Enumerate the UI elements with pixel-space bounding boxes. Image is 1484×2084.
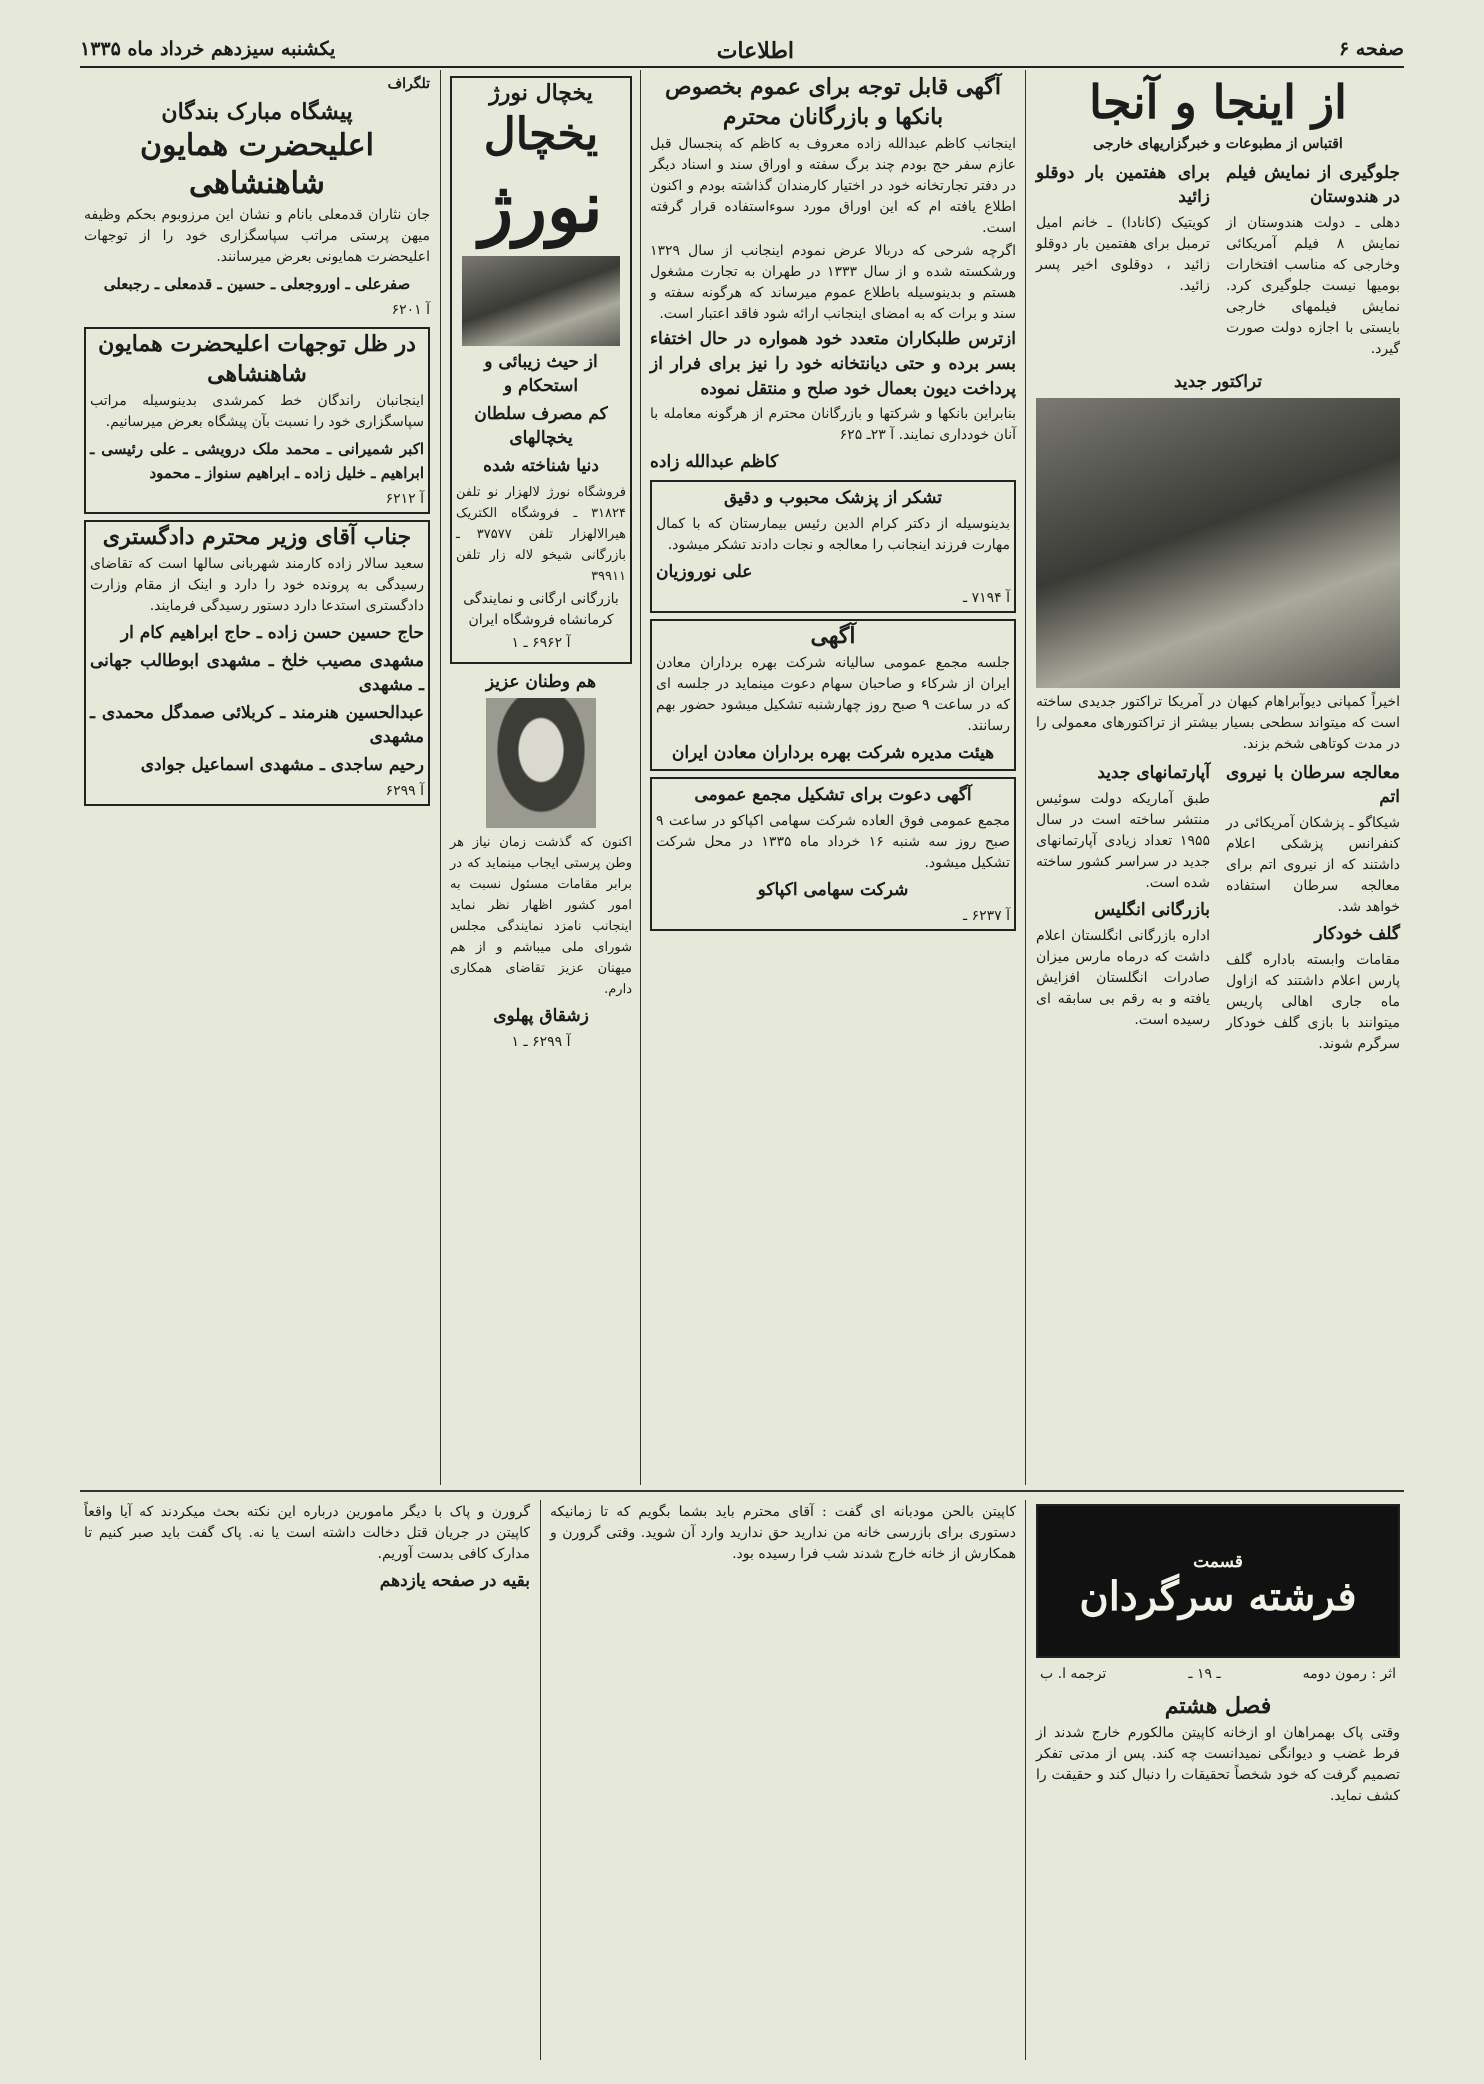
serial-text: کاپیتن بالحن مودبانه ای گفت : آقای محترم باید بشما بگویم که تا زمانیکه دستوری برای بازرسی خانه من ندارید حق ندارید وارد آن شوید. وقتی گرورن و همکارش از خانه خارج شدند شب فرا رسیده بود. [550,1504,1016,1562]
telegram-body: اینجانبان راندگان خط کمرشدی بدینوسیله مراتب سپاسگزاری خود را نسبت بآن پیشگاه بعرض میرسانیم. [90,393,424,430]
telegram-title: پیشگاه مبارک بندگان [161,99,353,125]
telegram-tag: تلگراف [387,76,430,92]
telegram-code: آ ۶۲۰۱ [391,302,430,318]
telegram-title: جناب آقای وزیر محترم دادگستری [102,524,412,550]
telegram-signers: حاج حسین حسن زاده ـ حاج ابراهیم کام ار [120,623,424,643]
column-rule [640,70,641,1485]
general-meeting-notice [650,777,1016,931]
norge-ad [450,76,632,664]
notice-title: بانکها و بازرگانان محترم [722,104,944,130]
news-item-india [1222,157,1404,362]
ad-logo-top: یخچال [483,109,599,160]
newspaper-name: اطلاعات [716,38,794,64]
news-headline: معالجه سرطان با نیروی اتم [1226,763,1400,807]
news-body: اخیراً کمپانی دیوآبراهام کیهان در آمریکا تراکتور جدیدی ساخته است که میتواند سطحی بسیار بیشتر از تراکتورهای معمولی را در مدت کوتاهی شخم بزند. [1036,694,1400,752]
news-headline: برای هفتمین بار دوقلو زائید [1036,163,1210,207]
homeland-title: هم وطنان عزیز [485,672,597,692]
column-telegrams [80,72,434,1482]
ad-signature: شرکت سهامی اکپاکو [757,880,909,900]
telegram-signers: عبدالحسین هنرمند ـ کربلائی صمدگل محمدی ـ مشهدی [90,703,424,747]
column-rule [540,1500,541,2060]
serial-logo-sub: قسمت [1193,1552,1243,1572]
ad-title: تشکر از پزشک محبوب و دقیق [724,488,942,508]
news-item-cancer [1222,757,1404,1057]
column-refrigerator-ad [446,72,636,1482]
news-body: مقامات وابسته باداره گلف پارس اعلام داشتند که ازاول ماه جاری اهالی پاریس میتوانند با بازی گلف خودکار سرگرم شوند. [1226,952,1400,1052]
section-title: از اینجا و آنجا [1089,75,1347,129]
column-notices [646,72,1020,1482]
ad-agent: بازرگانی ارگانی و نمایندگی کرمانشاه فروشگاه ایران [463,591,619,628]
ad-signature: علی نوروزیان [656,562,753,582]
news-item-apartments [1032,757,1214,1057]
news-item-twins [1032,157,1214,362]
news-body: کویتیک (کانادا) ـ خانم امیل ترمبل برای هفتمین بار دوقلو زائید ، دوقلوی اخیر پسر زائید. [1036,215,1210,294]
news-body: اداره بازرگانی انگلستان اعلام داشت که درماه مارس میزان صادرات انگلستان افزایش یافته و به رقم بی سابقه ای رسیده است. [1036,928,1210,1028]
news-headline: جلوگیری از نمایش فیلم در هندوستان [1226,163,1400,207]
notice-body: بنابراین بانکها و شرکتها و بازرگانان محترم از هرگونه معامله با آنان خودداری نمایند. آ ۲۳ـ ۶۲۵ [650,406,1016,443]
ad-title: آگهی دعوت برای تشکیل مجمع عمومی [694,785,972,805]
ad-header: یخچال نورژ [489,80,593,106]
serial-logo-title: فرشته سرگردان [1079,1573,1357,1620]
telegram-body: جان نثاران قدمعلی بانام و نشان این مرزوبوم بحکم وظیفه میهن پرستی مراتب سپاسگزاری خود را از توجهات اعلیحضرت همایونی بعرض میرسانند. [84,207,430,265]
news-pair [1032,157,1404,362]
news-headline: تراکتور جدید [1173,372,1263,392]
serial-number: ـ ۱۹ ـ [1188,1666,1221,1682]
news-headline: بازرگانی انگلیس [1094,900,1210,920]
telegram-signers: رحیم ساجدی ـ مشهدی اسماعیل جوادی [140,755,424,775]
homeland-body: اکنون که گذشت زمان نیاز هر وطن پرستی ایجاب مینماید که در برابر مقامات مسئول نسبت به امور کشور اظهار نظر نماید اینجانب نامزد نمایندگی مجلس شورای ملی میباشم و از هم میهنان عزیز تقاضای همکاری دارم. [450,835,632,997]
issue-date: یکشنبه سیزدهم خرداد ماه ۱۳۳۵ [80,38,336,60]
ad-slogan: دنیا شناخته شده [483,456,599,476]
ad-slogan: از حیث زیبائی و استحکام و [484,352,598,396]
serial-continued: بقیه در صفحه یازدهم [379,1571,530,1591]
ad-logo-main: نورژ [479,165,603,248]
telegram-title: در ظل توجهات اعلیحضرت همایون شاهنشاهی [98,331,416,387]
column-rule [440,70,441,1485]
tractor-photo [1036,398,1400,688]
ad-slogan: کم مصرف سلطان یخچالهای [474,404,608,448]
notice-title: آگهی قابل توجه برای عموم بخصوص [664,74,1002,100]
serial-text: گرورن و پاک با دیگر مامورین درباره این نکته بحث میکردند که آیا واقعاً کاپیتن در جریان قتل دخالت داشته است یا نه. پاک گفت باید صبر کنیم تا مدارک کافی بدست آوریم. [84,1504,530,1562]
section-divider [80,1490,1404,1492]
family-illustration [462,256,620,346]
ad-body: جلسه مجمع عمومی سالیانه شرکت بهره برداران معادن ایران از شرکاء و صاحبان سهام دعوت مینماید در جلسه ای که در ساعت ۹ صبح روز چهارشنبه تشکیل میشود حضور بهم رسانند. [656,655,1010,734]
notice-signature: کاظم عبدالله زاده [650,452,779,472]
telegram-box [84,327,430,514]
telegram-signers: اکبر شمیرانی ـ محمد ملک درویشی ـ علی رئیسی ـ ابراهیم ـ خلیل زاده ـ ابراهیم سنواز ـ محمود [90,440,424,482]
section-subtitle: اقتباس از مطبوعات و خبرگزاریهای خارجی [1093,136,1343,152]
notice-body: اینجانب کاظم عبدالله زاده معروف به کاظم که پنجسال قبل عازم سفر حج بودم چند برگ سفته و اوراق سند و اسناد دیگر در دفتر تجارتخانه خود در اختیار کارمندان گذاشته بودم و اکنون اطلاع یافته ام که این اوراق مورد سوءاستفاده قرار گرفته است. [650,136,1016,236]
justice-minister-box [84,520,430,806]
ad-body: مجمع عمومی فوق العاده شرکت سهامی اکپاکو در ساعت ۹ صبح روز سه شنبه ۱۶ خرداد ماه ۱۳۳۵ در محل شرکت تشکیل میشود. [656,813,1011,871]
candidate-portrait [486,698,596,828]
telegram-title: اعلیحضرت همایون شاهنشاهی [139,128,375,201]
ad-signature: هیئت مدیره شرکت بهره برداران معادن ایران [671,743,995,763]
column-rule [1025,1500,1026,2060]
doctor-thanks-ad [650,480,1016,613]
homeland-code: آ ۶۲۹۹ ـ ۱ [511,1034,571,1050]
news-headline: آپارتمانهای جدید [1097,763,1210,783]
ad-code: آ ۶۲۳۷ ـ [963,908,1010,924]
notice-highlight: ازترس طلبکاران متعدد خود همواره در حال اختفاء بسر برده و حتی دیانتخانه خود را نیز برای فرار از پرداخت دیون بعمال خود صلح و منتقل نموده [650,329,1016,399]
news-body: طبق آماریکه دولت سوئیس منتشر ساخته است در سال ۱۹۵۵ تعداد زیادی آپارتمانهای جدید در سراسر کشور ساخته شده است. [1036,791,1210,891]
page-number: صفحه ۶ [1338,38,1404,60]
ad-code: آ ۶۹۶۲ ـ ۱ [511,635,571,651]
serial-author: اثر : رمون دومه [1302,1666,1396,1682]
ad-title: آگهی [810,623,856,649]
serial-header-column [1032,1500,1404,2060]
telegram-code: آ ۶۲۹۹ [385,783,424,799]
serial-chapter: فصل هشتم [1164,1693,1272,1719]
serial-logo [1036,1504,1400,1658]
serial-column-3 [80,1500,534,2060]
telegram-body: سعید سالار زاده کارمند شهربانی سالها است که تقاضای رسیدگی به پرونده خود را دارد و اینک از مقام وزارت دادگستری استدعا دارد دستور رسیدگی فرمایند. [90,556,424,614]
serial-column-2 [546,1500,1020,2060]
news-body: دهلی ـ دولت هندوستان از نمایش ۸ فیلم آمریکائی وخارجی که مناسب افتخارات بومیها نیست جلوگیری کرد. نمایش فیلمهای خارجی بایستی با اجازه دولت صورت گیرد. [1226,215,1401,357]
telegram-signers: صفرعلی ـ اوروجعلی ـ حسین ـ قدمعلی ـ رجبعلی [103,275,411,293]
news-pair [1032,757,1404,1057]
column-rule [1025,70,1026,1485]
news-body: شیکاگو ـ پزشکان آمریکائی در کنفرانس پزشکی اعلام داشتند که از نیروی اتم برای معالجه سرطان استفاده خواهد شد. [1226,815,1400,915]
telegram-code: آ ۶۲۱۲ [385,491,424,507]
homeland-signature: زشقاق پهلوی [493,1006,589,1026]
column-here-and-there [1032,72,1404,1482]
ad-code: آ ۷۱۹۴ ـ [963,590,1010,606]
serial-credits [1036,1662,1400,1687]
news-headline: گلف خودکار [1314,924,1400,944]
page-header [80,36,1404,68]
ad-body: بدینوسیله از دکتر کرام الدین رئیس بیمارستان که با کمال مهارت فرزند اینجانب را معالجه و نجات دادند تشکر میشود. [656,516,1010,553]
telegram-signers: مشهدی مصیب خلخ ـ مشهدی ابوطالب جهانی ـ مشهدی [90,651,424,695]
assembly-notice [650,619,1016,771]
notice-body: اگرچه شرحی که دربالا عرض نمودم اینجانب از سال ۱۳۲۹ ورشکسته شده و از سال ۱۳۳۳ در طهران به تجارت مشغول هستم و بدینوسیله باطلاع عموم میرساند که هرگونه سفته و سند و برات که به امضای اینجانب ارائه شود فاقد اعتبار است. [650,243,1016,322]
ad-shops: فروشگاه نورژ لالهزار نو تلفن ۳۱۸۲۴ ـ فروشگاه الکتریک هیرالالهزار تلفن ۳۷۵۷۷ ـ بازرگانی شیخو لاله زار تلفن ۳۹۹۱۱ [456,485,626,584]
serial-translator: ترجمه ا. ب [1040,1666,1107,1682]
serial-text: وقتی پاک بهمراهان او ازخانه کاپیتن مالکورم خارج شدند از فرط غضب و دیوانگی نمیدانست چه کند. پس از مدتی تفکر تصمیم گرفت که خود شخصاً تحقیقات را دنبال کند و حقیقت را کشف نماید. [1036,1725,1400,1804]
